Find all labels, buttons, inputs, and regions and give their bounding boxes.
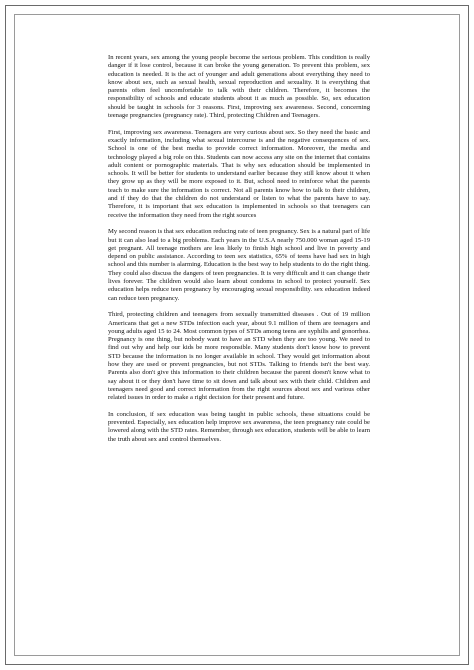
essay-body bbox=[108, 54, 370, 452]
paragraph-sex-awareness: First, improving sex awareness. Teenagers are very curious about sex. So they need the basic and exactly information, including what sexual intercourse is and the negative consequences of sex. School is one of the best media to provide correct information. Moreover, the media and technology played a big role on this. Students can now access any site on the internet that contains adult content or pornographic materials. That is why sex education should be implemented in schools. It will be better for students to understand earlier because they still know about it when they grow up as they will be more exposed to it. But, school need to reinforce what the parents teach to make sure the information is correct. Not all parents know how to talk to their children, and if they do that the children do not understand or listen to what the parents have to say. Therefore, it is important that sex education is implemented in schools so that teenagers can receive the information they need from the right sources bbox=[108, 128, 370, 219]
paragraph-std-protection: Third, protecting children and teenagers from sexually transmitted diseases . Out of 19 million Americans that get a new STDs infection each year, about 9.1 million of them are teenagers and young adults aged 15 to 24. Most common types of STDs among teens are syphilis and gonorrhea. Pregnancy is one thing, but nobody want to have an STD when they are too young. We need to find out why and help our kids be more responsible. Many students don't know how to prevent STD because the information is no longer available in school. They would get information about how they are used or prevent pregnancies, but not STDs. Talking to friends isn't the best way. Parents also don't give this information to their children because the parent doesn't know what to say about it or they don't have time to sit down and talk about sex with their child. Children and teenagers need good and correct information from the right sources about sex and various other related issues in order to make a right decision for their present and future. bbox=[108, 311, 370, 402]
paragraph-introduction: In recent years, sex among the young people become the serious problem. This condition is really danger if it lose control, because it can broke the young generation. To prevent this problem, sex education is needed. It is the act of younger and adult generations about everything they need to know about sex, such as sexual health, sexual reproduction and sexuality. It is everything that parents often feel uncomfortable to talk with their children. Therefore, it becomes the responsibility of schools and educate students about it as much as possible. So, sex education should be taught in schools for 3 reasons. First, improving sex awareness. Second, concerning teenage pregnancies (pregnancy rate). Third, protecting Children and Teenagers. bbox=[108, 54, 370, 120]
paragraph-teen-pregnancy: My second reason is that sex education reducing rate of teen pregnancy. Sex is a natural part of life but it can also lead to a big problems. Each years in the U.S.A nearly 750.000 woman aged 15-19 get pregnant. All teenage mothers are less likely to finish high school and live in poverty and depend on public assistance. According to teen sex statistics, 65% of teens have had sex in high school and this number is alarming. Education is the best way to help students to do the right thing. They could also discuss the dangers of teen pregnancies. It is very difficult and it can change their lives forever. The children would also learn about condoms in school to protect yourself. Sex education helps reduce teen pregnancy by encouraging sexual responsibility. sex education indeed can reduce teen pregnancy. bbox=[108, 228, 370, 302]
paragraph-conclusion: In conclusion, if sex education was being taught in public schools, these situations could be prevented. Especially, sex education help improve sex awareness, the teen pregnancy rate could be lowered along with the STD rates. Remember, through sex education, students will be able to learn the truth about sex and control themselves. bbox=[108, 410, 370, 443]
